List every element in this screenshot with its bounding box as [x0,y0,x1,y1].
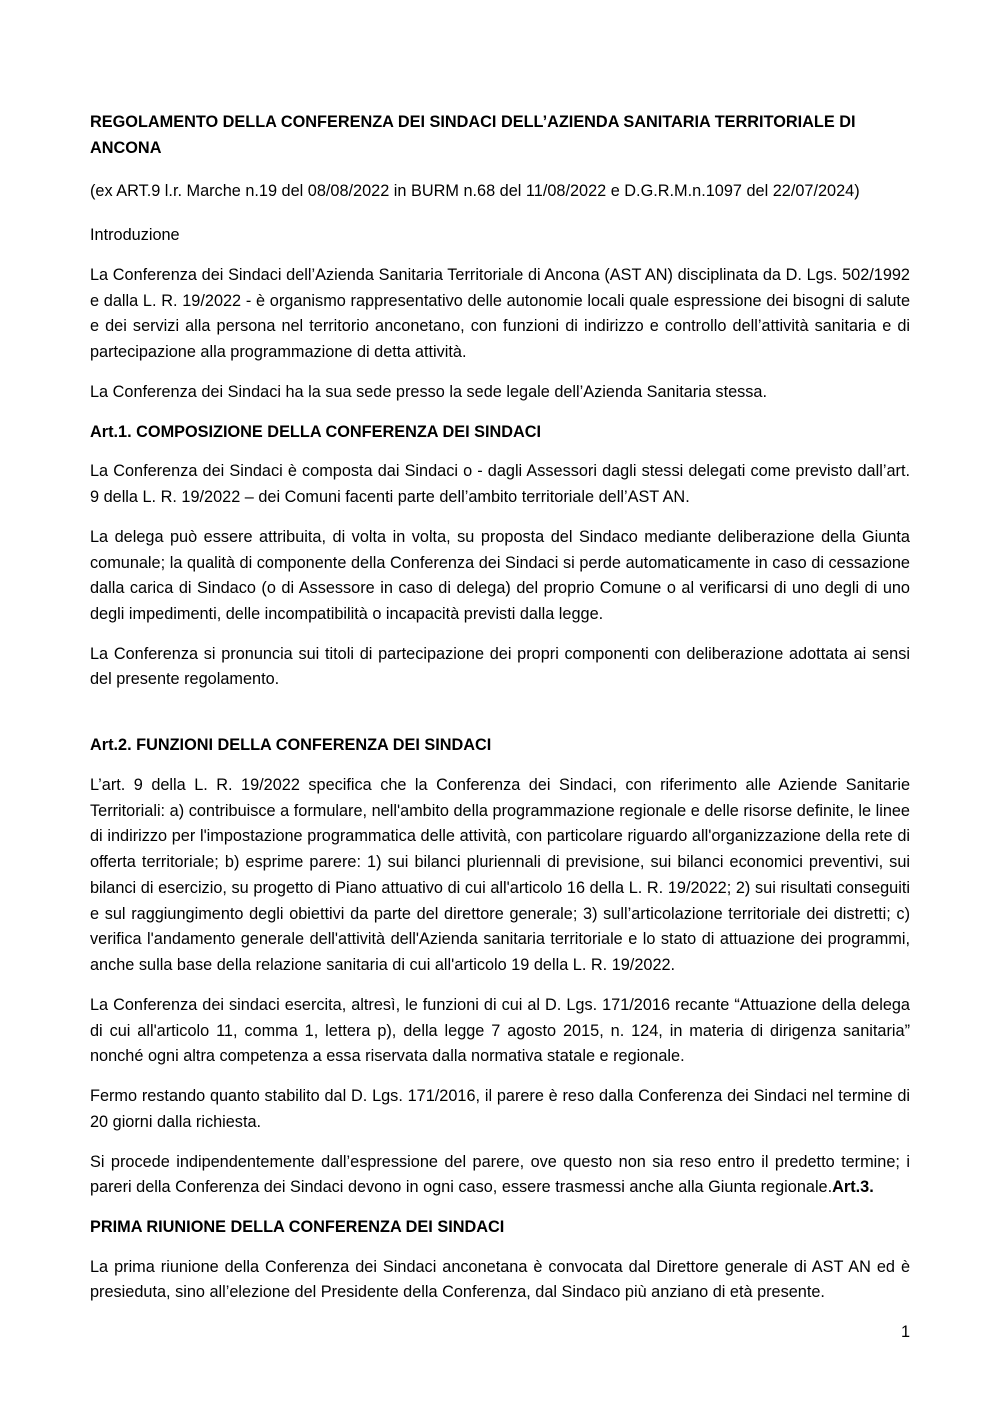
article-3-paragraph-1: La prima riunione della Conferenza dei Sindaci anconetana è convocata dal Direttore generale di AST AN ed è presieduta, sino all’elezione del Presidente della Conferenza, dal Sindaco più anziano di età presente. [90,1257,910,1302]
article-2-paragraph-3: Fermo restando quanto stabilito dal D. Lgs. 171/2016, il parere è reso dalla Conferenza dei Sindaci nel termine di 20 giorni dalla richiesta. [90,1087,910,1131]
document-subtitle: (ex ART.9 l.r. Marche n.19 del 08/08/2022 in BURM n.68 del 11/08/2022 e D.G.R.M.n.1097 del 22/07/2024) [90,182,860,201]
intro-label: Introduzione [90,226,180,245]
article-2-paragraph-1: L’art. 9 della L. R. 19/2022 specifica che la Conferenza dei Sindaci, con riferimento alle Aziende Sanitarie Territoriali: a) contribuisce a formulare, nell'ambito della programmazione regionale e delle risorse definite, le linee di indirizzo per l'impostazione programmatica delle attività, con particolare riguardo all'organizzazione della rete di offerta territoriale; b) esprime parere: 1) sui bilanci pluriennali di previsione, sui bilanci economici preventivi, sui bilanci di esercizio, su progetto di Piano attuativo di cui all'articolo 16 della L. R. 19/2022; 2) sui risultati conseguiti e sul raggiungimento degli obiettivi da parte del direttore generale; 3) sull’articolazione territoriale dei distretti; c) verifica l'andamento generale dell'attività dell'Azienda sanitaria territoriale e lo stato di attuazione dei programmi, anche sulla base della relazione sanitaria di cui all'articolo 19 della L. R. 19/2022. [90,775,910,975]
intro-paragraph-2: La Conferenza dei Sindaci ha la sua sede presso la sede legale dell’Azienda Sanitaria stessa. [90,382,768,401]
page-title: REGOLAMENTO DELLA CONFERENZA DEI SINDACI DELL’AZIENDA SANITARIA TERRITORIALE DI ANCONA [90,113,856,157]
intro-paragraph-1: La Conferenza dei Sindaci dell’Azienda Sanitaria Territoriale di Ancona (AST AN) disciplinata da D. Lgs. 502/1992 e dalla L. R. 19/2022 - è organismo rappresentativo delle autonomie locali quale espressione dei bisogni di salute e dei servizi alla persona nel territorio anconetano, con funzioni di indirizzo e controllo dell’attività sanitaria e di partecipazione alla programmazione di detta attività. [90,265,910,362]
section-spacer [90,707,910,733]
article-1-paragraph-1: La Conferenza dei Sindaci è composta dai Sindaci o - dagli Assessori dagli stessi delegati come previsto dall’art. 9 della L. R. 19/2022 – dei Comuni facenti parte dell’ambito territoriale dell’AST AN. [90,462,910,507]
article-3-heading: PRIMA RIUNIONE DELLA CONFERENZA DEI SINDACI [90,1217,505,1236]
document-body [90,110,910,1320]
article-1-heading: Art.1. COMPOSIZIONE DELLA CONFERENZA DEI SINDACI [90,422,542,441]
article-2-heading: Art.2. FUNZIONI DELLA CONFERENZA DEI SINDACI [90,736,492,755]
page-number: 1 [900,1323,910,1341]
article-2-paragraph-4-text: Si procede indipendentemente dall’espressione del parere, ove questo non sia reso entro il predetto termine; i pareri della Conferenza dei Sindaci devono in ogni caso, essere trasmessi anche alla Giunta regionale. [90,1152,910,1197]
article-1-paragraph-3: La Conferenza si pronuncia sui titoli di partecipazione dei propri componenti con deliberazione adottata ai sensi del presente regolamento. [90,644,910,689]
article-2-paragraph-4 [90,1150,910,1201]
article-2-paragraph-2: La Conferenza dei sindaci esercita, altresì, le funzioni di cui al D. Lgs. 171/2016 recante “Attuazione della delega di cui all'articolo 11, comma 1, lettera p), della legge 7 agosto 2015, n. 124, in materia di dirigenza sanitaria” nonché ogni altra competenza a essa riservata dalla normativa statale e regionale. [90,995,910,1066]
article-3-inline-label: Art.3. [832,1178,874,1197]
article-1-paragraph-2: La delega può essere attribuita, di volta in volta, su proposta del Sindaco mediante deliberazione della Giunta comunale; la qualità di componente della Conferenza dei Sindaci si perde automaticamente in caso di cessazione dalla carica di Sindaco (o di Assessore in caso di delega) del proprio Comune o al verificarsi di uno degli di uno degli impedimenti, delle incompatibilità o incapacità previsti dalla legge. [90,527,910,624]
